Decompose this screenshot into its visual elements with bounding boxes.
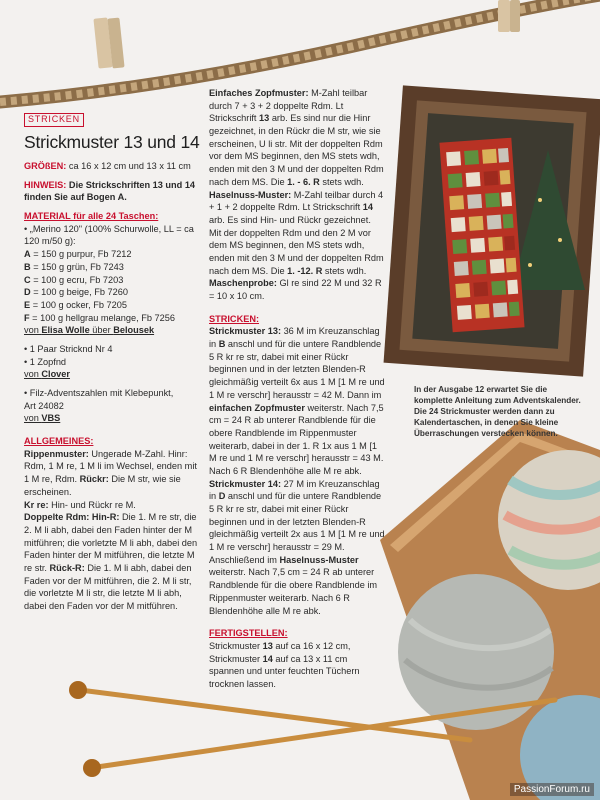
yarn-basket [380,420,600,800]
needle-1: • 1 Paar Stricknd Nr 4 [24,343,113,354]
zopfmuster-paragraph: Einfaches Zopfmuster: M-Zahl teilbar durch 7 + 3 + 2 doppelte Rdm. Lt Strickschrift 13 arb. Es sind nur die Hinr gezeichnet, in den Rückr die M str, wie sie erscheinen, U li str. Mit der doppelten Rdm vor dem MS beginnen, den MS stets wdh, enden mit den 3 M und der doppelten Rdm nach dem MS. Die 1. - 6. R stets wdh. [209,88,384,187]
picture-frame [384,85,600,376]
color-d: D = 100 g beige, Fb 7260 [24,287,128,298]
maschenprobe-paragraph: Maschenprobe: Gl re sind 22 M und 32 R = 10 x 10 cm. [209,278,382,301]
clothespin-left [93,17,124,68]
left-column [24,113,200,613]
krre-paragraph: Kr re: Hin- und Rückr re M. [24,499,136,510]
allgemeines-header: ALLGEMEINES: [24,436,94,447]
extra-item-1: • Filz-Adventszahlen mit Klebepunkt, [24,388,174,399]
supplier-2: von Clover [24,369,70,380]
material-header: MATERIAL für alle 24 Taschen: [24,211,159,222]
supplier-1: von Elisa Wolle über Belousek [24,325,155,336]
middle-column [209,87,385,691]
stricken-header: STRICKEN: [209,313,260,324]
material-yarn: • „Merino 120" (100% Schurwolle, LL = ca 120 m/50 g): [24,223,194,247]
haselnuss-paragraph: Haselnuss-Muster: M-Zahl teilbar durch 4 + 1 + 2 doppelte Rdm. Lt Strickschrift 14 arb. Es sind Hin- und Rückr gezeichnet. Mit der doppelten Rdm und den 2 M vor dem MS beginnen, den MS stets wdh, enden mit den 3 M und der doppelten Rdm nach dem MS. Die 1. -12. R stets wdh. [209,189,384,276]
color-a: A = 150 g purpur, Fb 7212 [24,249,132,260]
doppelte-rdm-paragraph: Doppelte Rdm: Hin-R: Die 1. M re str, die 2. M li abh, dabei den Faden hinter der M mitführen; die vorletzte M li abh, dabei den Faden hinter der M mitführen, die letzte M re str. Rück-R: Die 1. M li abh, dabei den Faden vor der M mitführen, die 2. M li str, die vorletzte M li str, die letzte M li abh, dabei den Faden vor der M mitführen. [24,512,198,612]
clothespin-right [498,0,520,32]
color-f: F = 100 g hellgrau melange, Fb 7256 [24,312,175,323]
section-tag: STRICKEN [24,113,84,127]
needle-2: • 1 Zopfnd [24,356,67,367]
strickmuster-14-paragraph: Strickmuster 14: 27 M im Kreuzanschlag in D anschl und für die untere Randblende 5 R kr re str, dabei mit einer Rückr beginnen und in der letzten Blenden-R gleichmäßig verteilt 2x aus 1 M [1 M re und 1 M re verschr] herausstr = 29 M. Anschließend im Haselnuss-Muster weiterstr. Nach 7,5 cm = 24 R ab unterer Randblende für die obere Randblende im Rippenmuster weiterarb. Nach 6 R Blendenhöhe alle M re abk. [209,478,385,616]
strickmuster-13-paragraph: Strickmuster 13: 36 M im Kreuzanschlag in B anschl und für die untere Randblende 5 R kr re str, dabei mit einer Rückr beginnen und in der letzten Blenden-R gleichmäßig verteilt 6x aus 1 M [1 M re und 1 M re verschr] herausstr = 42 M. Dann im einfachen Zopfmuster weiterstr. Nach 7,5 cm = 24 R ab unterer Randblende für die obere Randblende im Rippenmuster weiterarb, dabei in der 1. R 1x aus 1 M [1 M re und 1 M re verschr] herausstr = 43 M. Nach 6 R Blendenhöhe alle M re abk. [209,326,385,476]
color-c: C = 100 g ecru, Fb 7203 [24,274,124,285]
rippenmuster-paragraph: Rippenmuster: Ungerade M-Zahl. Hinr: Rdm, 1 M re, 1 M li im Wechsel, enden mit 1 M re, Rdm. Rückr: Die M str, wie sie erscheinen. [24,448,197,497]
page-title: Strickmuster 13 und 14 [24,131,200,152]
photo-caption: In der Ausgabe 12 erwartet Sie die komplette Anleitung zum Adventskalender. Die 24 Strickmuster werden dann zu Kalendertaschen, in denen Sie kleine Überraschungen verstecken können. [414,385,581,439]
watermark: PassionForum.ru [510,783,594,796]
supplier-3: von VBS [24,413,61,424]
groessen-paragraph: GRÖßEN: ca 16 x 12 cm und 13 x 11 cm [24,161,191,172]
hinweis-paragraph: HINWEIS: Die Strickschriften 13 und 14 finden Sie auf Bogen A. [24,179,196,203]
extra-item-2: Art 24082 [24,400,64,411]
color-b: B = 150 g grün, Fb 7243 [24,261,124,272]
fertigstellen-header: FERTIGSTELLEN: [209,628,288,639]
fertigstellen-paragraph: Strickmuster 13 auf ca 16 x 12 cm, Strickmuster 14 auf ca 13 x 11 cm spannen und unter feuchten Tüchern trocknen lassen. [209,640,360,689]
color-e: E = 100 g ocker, Fb 7205 [24,299,127,310]
